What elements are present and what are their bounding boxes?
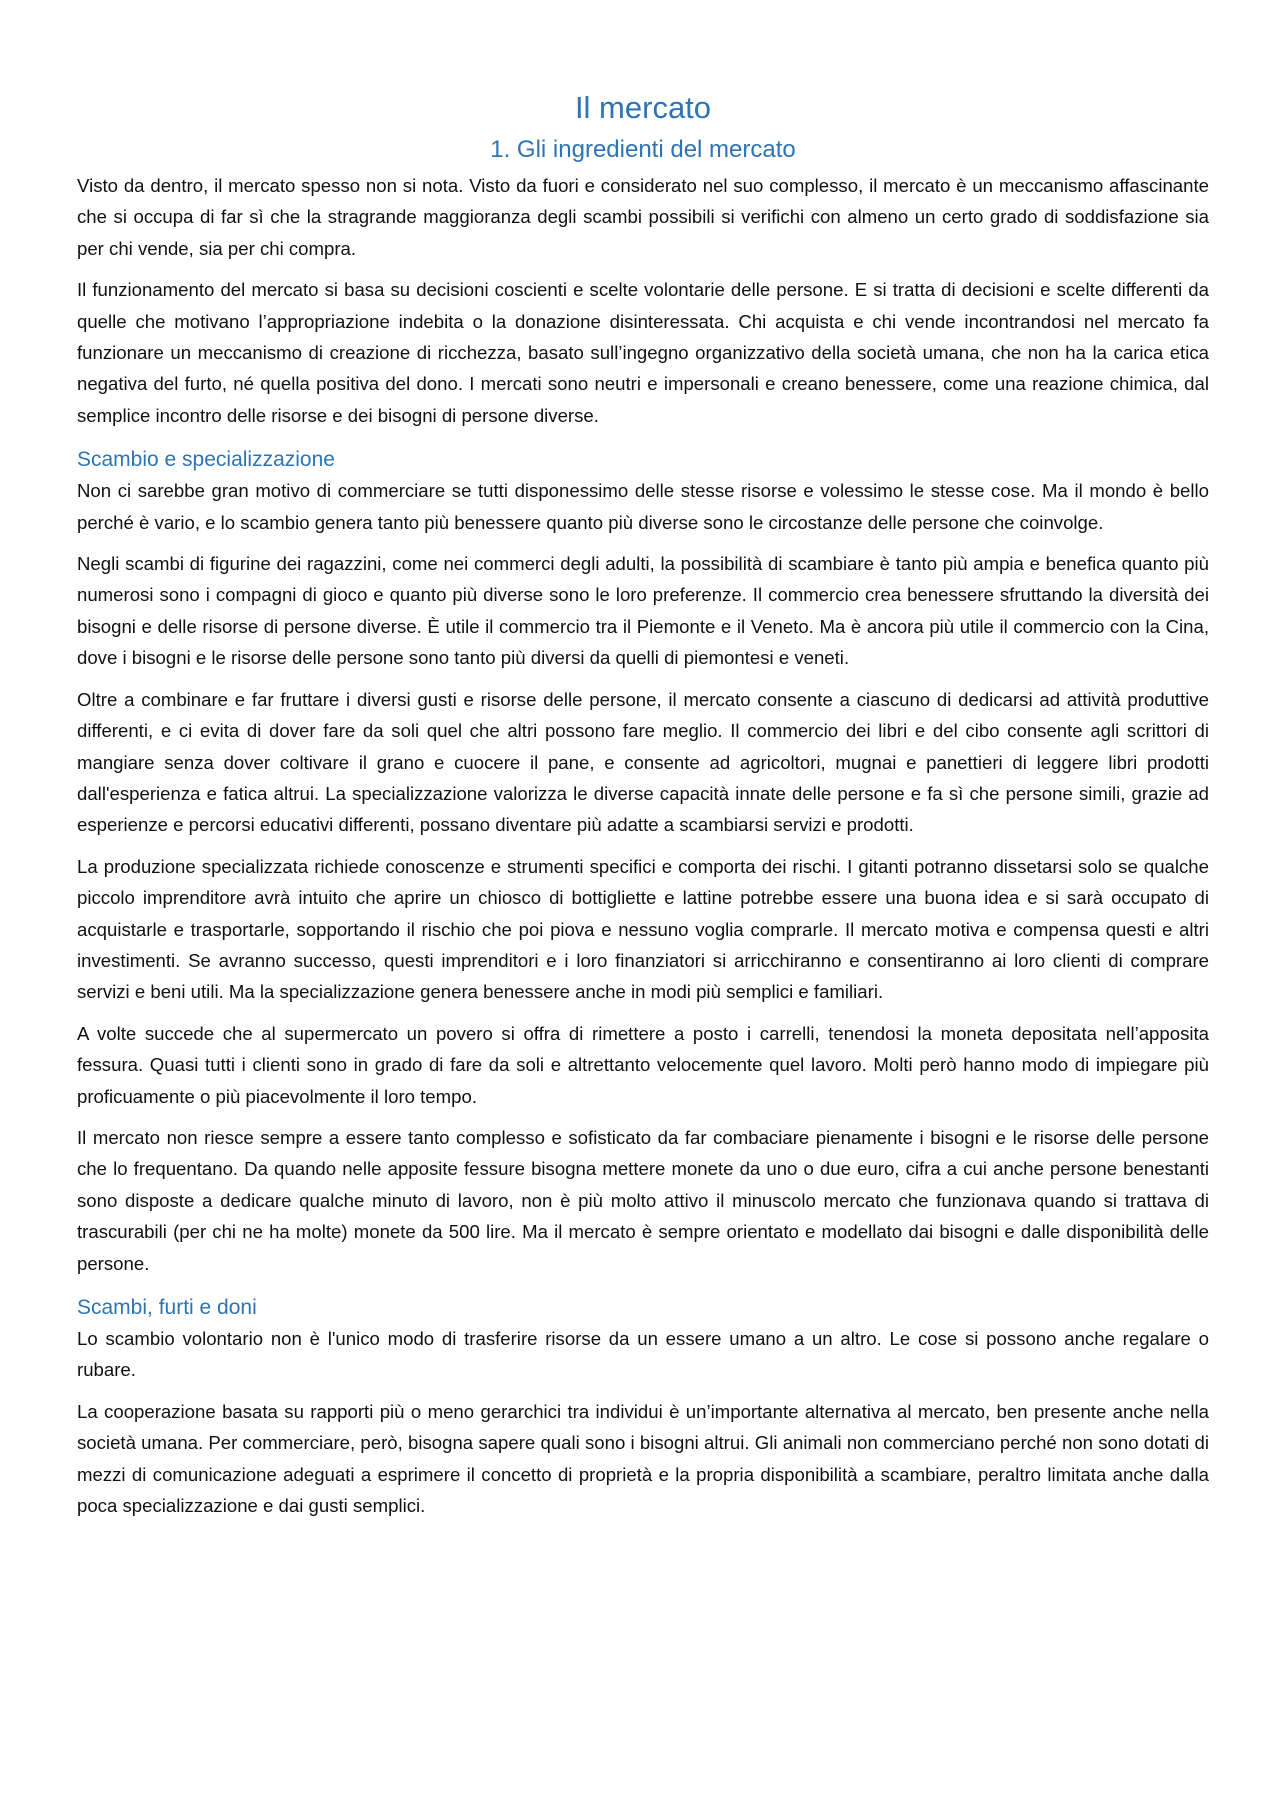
paragraph: A volte succede che al supermercato un povero si offra di rimettere a posto i carrelli, tenendosi la moneta depositata nell’apposita fessura. Quasi tutti i clienti sono in grado di fare da soli e altrettanto velocemente quel lavoro. Molti però hanno modo di impiegare più proficuamente o più piacevolmente il loro tempo. xyxy=(77,1022,1209,1107)
paragraph: Non ci sarebbe gran motivo di commerciare se tutti disponessimo delle stesse risorse e volessimo le stesse cose. Ma il mondo è bello perché è vario, e lo scambio genera tanto più benessere quanto più diverse sono le circostanze delle persone che coinvolge. xyxy=(77,480,1209,533)
paragraph: Il mercato non riesce sempre a essere tanto complesso e sofisticato da far combaciare pienamente i bisogni e le risorse delle persone che lo frequentano. Da quando nelle apposite fessure bisogna mettere monete da uno o due euro, cifra a cui anche persone benestanti sono disposte a dedicare qualche minuto di lavoro, non è più molto attivo il minuscolo mercato che funzionava quando si trattava di trascurabili (per chi ne ha molte) monete da 500 lire. Ma il mercato è sempre orientato e modellato dai bisogni e dalle disponibilità delle persone. xyxy=(77,1126,1209,1274)
paragraph: Il funzionamento del mercato si basa su decisioni coscienti e scelte volontarie delle persone. E si tratta di decisioni e scelte differenti da quelle che motivano l’appropriazione indebita o la donazione disinteressata. Chi acquista e chi vende incontrandosi nel mercato fa funzionare un meccanismo di creazione di ricchezza, basato sull’ingegno organizzativo della società umana, che non ha la carica etica negativa del furto, né quella positiva del dono. I mercati sono neutri e impersonali e creano benessere, come una reazione chimica, dal semplice incontro delle risorse e dei bisogni di persone diverse. xyxy=(77,279,1209,426)
paragraph: Lo scambio volontario non è l'unico modo di trasferire risorse da un essere umano a un altro. Le cose si possono anche regalare o rubare. xyxy=(77,1328,1209,1381)
paragraph: La cooperazione basata su rapporti più o meno gerarchici tra individui è un’importante alternativa al mercato, ben presente anche nella società umana. Per commerciare, però, bisogna sapere quali sono i bisogni altrui. Gli animali non commerciano perché non sono dotati di mezzi di comunicazione adeguati a esprimere il concetto di proprietà e la propria disponibilità a scambiare, peraltro limitata anche dalla poca specializzazione e dai gusti semplici. xyxy=(77,1400,1209,1517)
section-title: 1. Gli ingredienti del mercato xyxy=(490,136,796,163)
subsection-heading-scambi-furti-doni: Scambi, furti e doni xyxy=(77,1296,257,1319)
paragraph: Oltre a combinare e far fruttare i diversi gusti e risorse delle persone, il mercato consente a ciascuno di dedicarsi ad attività produttive differenti, e ci evita di dover fare da soli quel che altri possono fare meglio. Il commercio dei libri e del cibo consente agli scrittori di mangiare senza dover coltivare il grano e cuocere il pane, e consente ad agricoltori, mugnai e panettieri di leggere libri prodotti dall'esperienza e fatica altrui. La specializzazione valorizza le diverse capacità innate delle persone e fa sì che persone simili, grazie ad esperienze e percorsi educativi differenti, possano diventare più adatte a scambiarsi servizi e prodotti. xyxy=(77,688,1209,836)
document-title: Il mercato xyxy=(574,90,712,125)
paragraph: Visto da dentro, il mercato spesso non si nota. Visto da fuori e considerato nel suo complesso, il mercato è un meccanismo affascinante che si occupa di far sì che la stragrande maggioranza degli scambi possibili si verifichi con almeno un certo grado di soddisfazione sia per chi vende, sia per chi compra. xyxy=(77,175,1209,259)
paragraph: Negli scambi di figurine dei ragazzini, come nei commerci degli adulti, la possibilità di scambiare è tanto più ampia e benefica quanto più numerosi sono i compagni di gioco e quanto più diverse sono le loro preferenze. Il commercio crea benessere sfruttando la diversità dei bisogni e delle risorse di persone diverse. È utile il commercio tra il Piemonte e il Veneto. Ma è ancora più utile il commercio con la Cina, dove i bisogni e le risorse delle persone sono tanto più diversi da quelli di piemontesi e veneti. xyxy=(77,553,1209,669)
document-page xyxy=(77,88,1209,1531)
paragraph: La produzione specializzata richiede conoscenze e strumenti specifici e comporta dei rischi. I gitanti potranno dissetarsi solo se qualche piccolo imprenditore avrà intuito che aprire un chiosco di bottigliette e lattine potrebbe essere una buona idea e si sarà occupato di acquistarle e trasportarle, sopportando il rischio che poi piova e nessuno voglia comprarle. Il mercato motiva e compensa questi e altri investimenti. Se avranno successo, questi imprenditori e i loro finanziatori si arricchiranno e consentiranno ai loro clienti di comprare servizi e beni utili. Ma la specializzazione genera benessere anche in modi più semplici e familiari. xyxy=(77,855,1209,1003)
subsection-heading-scambio: Scambio e specializzazione xyxy=(77,448,335,472)
